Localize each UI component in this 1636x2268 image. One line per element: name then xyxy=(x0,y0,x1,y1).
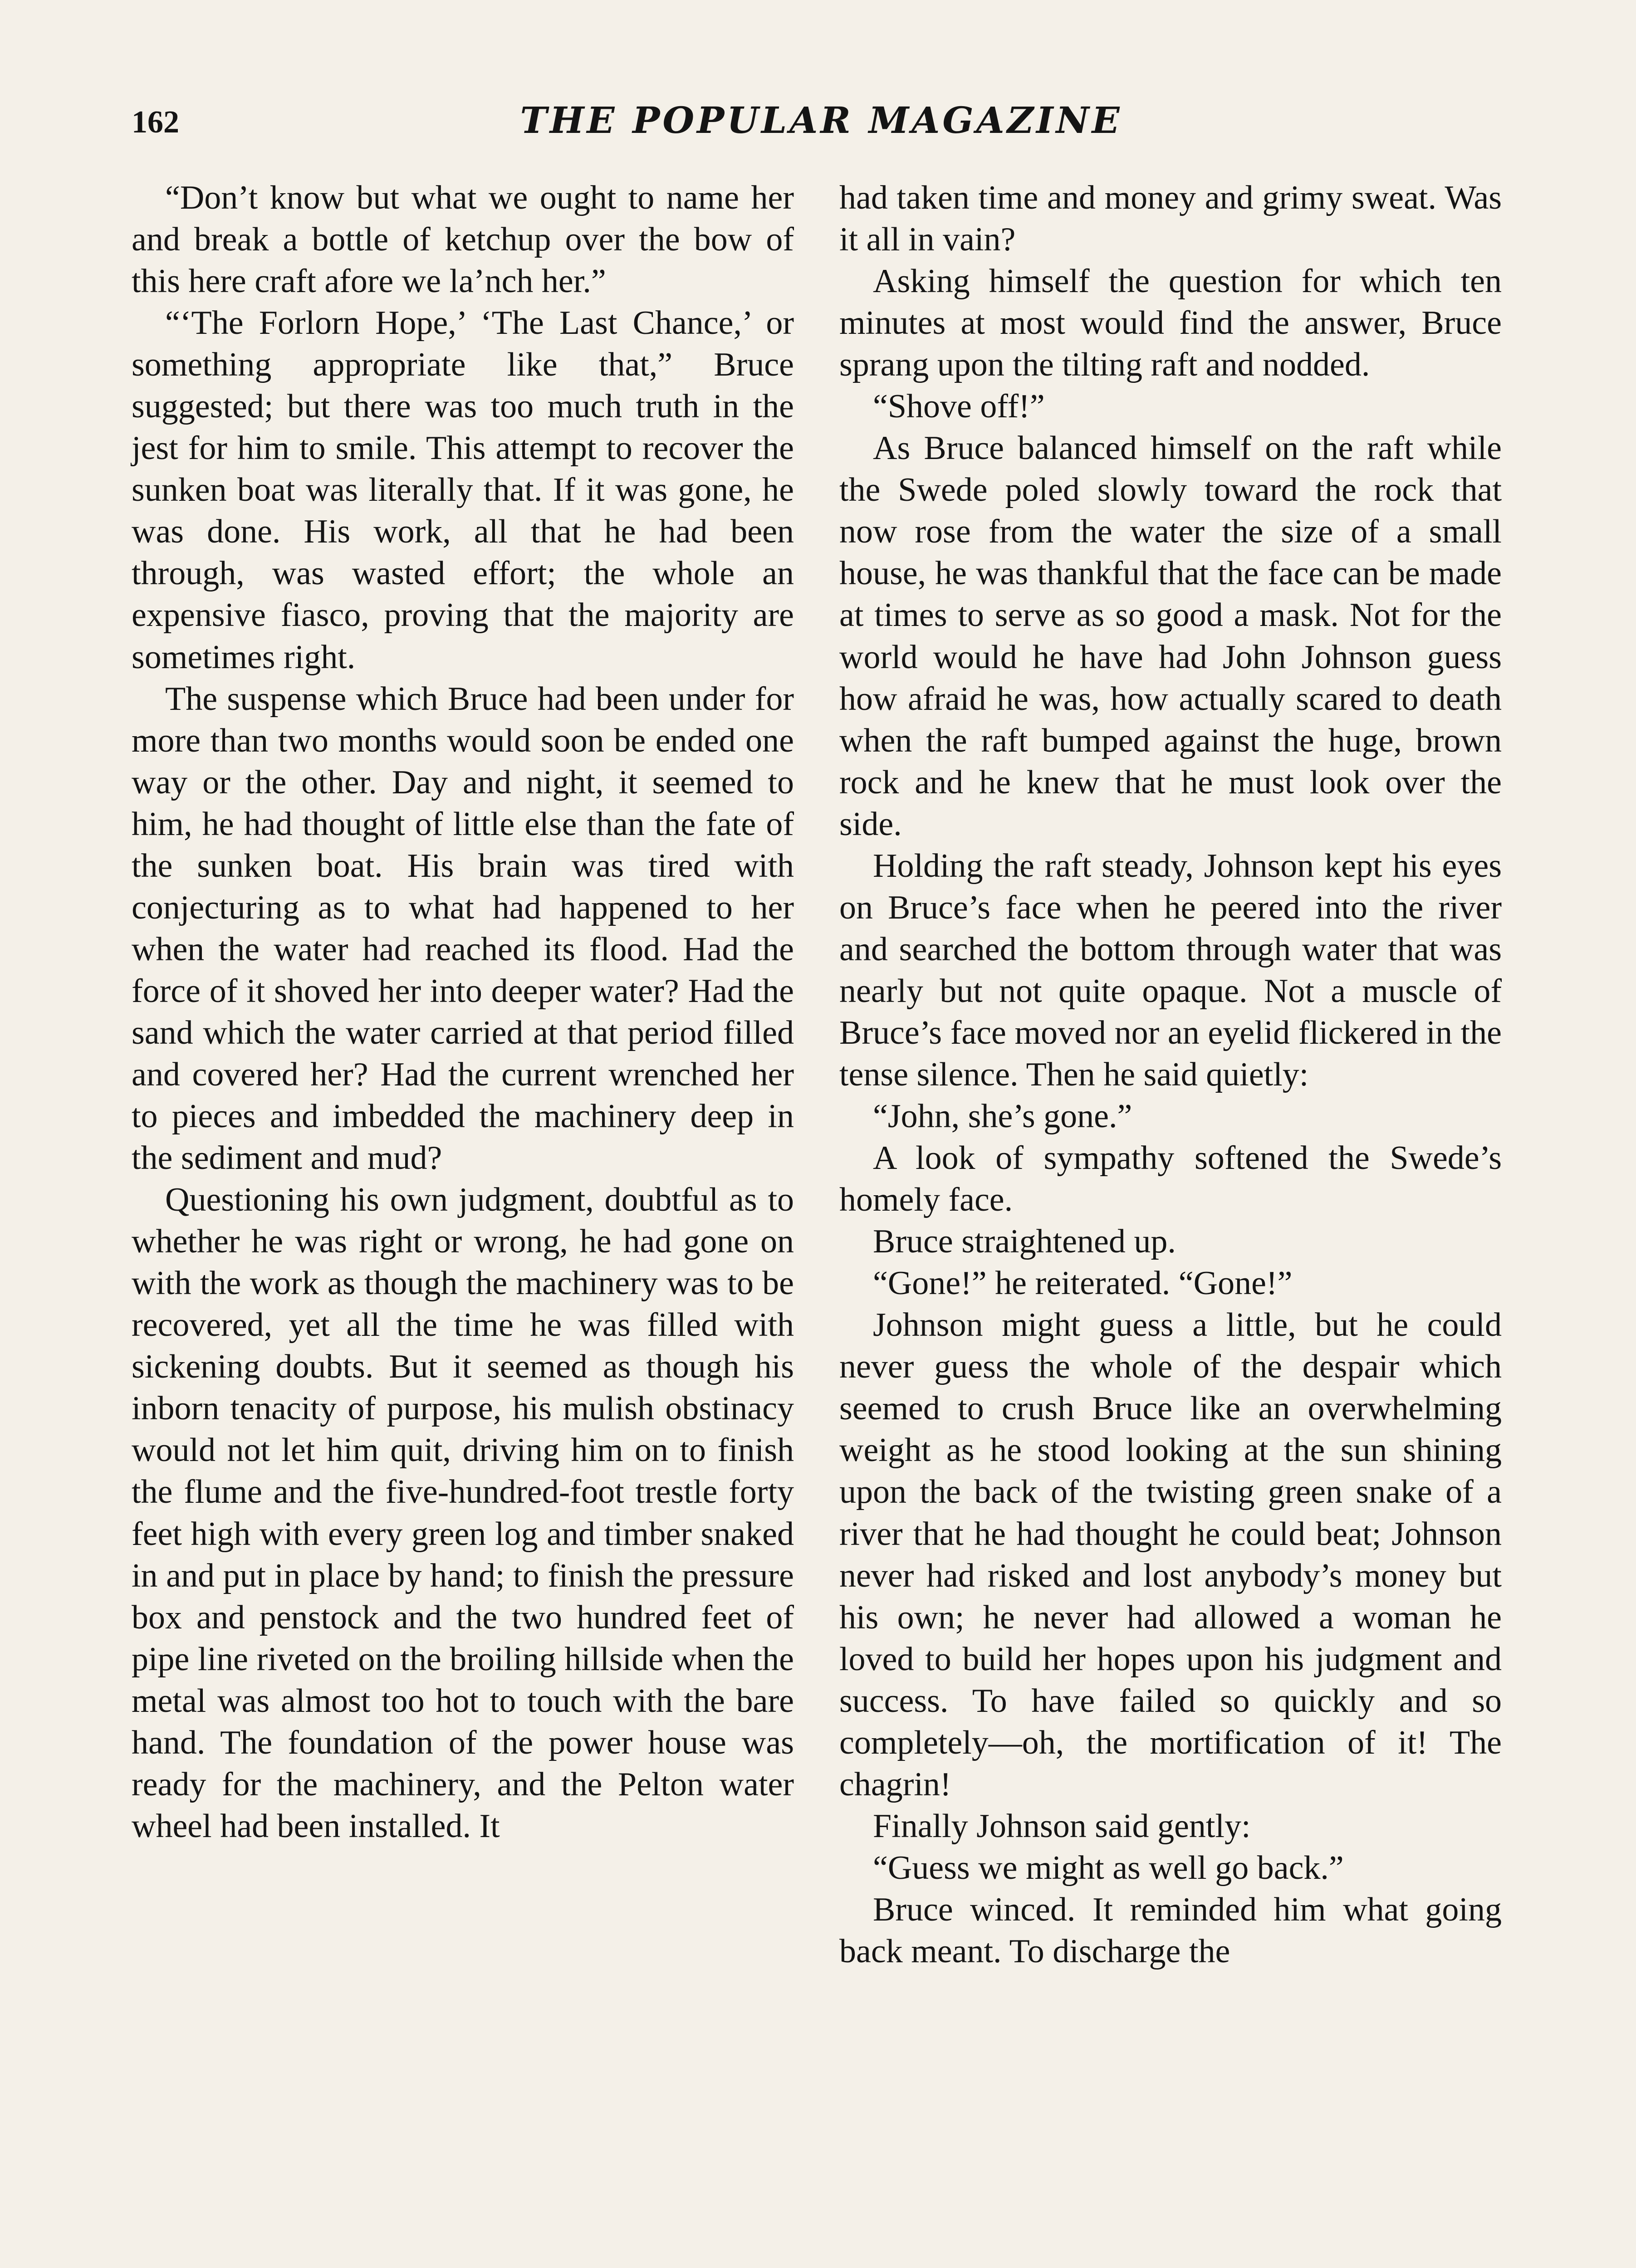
paragraph: “Gone!” he reiterated. “Gone!” xyxy=(873,1265,1293,1302)
paragraph: “John, she’s gone.” xyxy=(873,1098,1132,1135)
page-number: 162 xyxy=(132,105,179,140)
paragraph: The suspense which Bruce had been under for more than two months would soon be ended one way or the other. Day and night, it seemed to him, he had thought of little else than the fate of the sunken boat. His brain was tired with conjecturing as to what had happened to her when the water had reached its flood. Had the force of it shoved her into deeper water? Had the sand which the water carried at that period filled and covered her? Had the current wrenched her to pieces and imbedded the machinery deep in the sediment and mud? xyxy=(132,680,794,1177)
right-column xyxy=(839,177,1502,1972)
running-header xyxy=(0,99,1636,153)
paragraph: Questioning his own judgment, doubtful as to whether he was right or wrong, he had gone on with the work as though the machinery was to be recovered, yet all the time he was filled with sickening doubts. But it seemed as though his inborn tenacity of purpose, his mulish obstinacy would not let him quit, driving him on to finish the flume and the five-hundred-foot trestle forty feet high with every green log and timber snaked in and put in place by hand; to finish the pressure box and penstock and the two hundred feet of pipe line riveted on the broiling hillside when the metal was almost too hot to touch with the bare hand. The foundation of the power house was ready for the machinery, and the Pelton water wheel had been installed. It xyxy=(132,1181,794,1845)
paragraph: “‘The Forlorn Hope,’ ‘The Last Chance,’ or something appropriate like that,” Bruce suggested; but there was too much truth in the jest for him to smile. This attempt to recover the sunken boat was literally that. If it was gone, he was done. His work, all that he had been through, was wasted effort; the whole an expensive fiasco, proving that the majority are sometimes right. xyxy=(132,304,794,676)
left-column xyxy=(132,177,794,1847)
paragraph: Finally Johnson said gently: xyxy=(873,1807,1251,1845)
paragraph: A look of sympathy softened the Swede’s homely face. xyxy=(839,1139,1502,1219)
paragraph: “Guess we might as well go back.” xyxy=(873,1849,1344,1887)
paragraph: “Don’t know but what we ought to name her and break a bottle of ketchup over the bow of this here craft afore we la’nch her.” xyxy=(132,179,794,300)
paragraph-continued: had taken time and money and grimy sweat. Was it all in vain? xyxy=(839,179,1502,259)
paragraph: Bruce winced. It reminded him what going back meant. To discharge the xyxy=(839,1891,1502,1970)
paragraph: Asking himself the question for which ten minutes at most would find the answer, Bruce sprang upon the tilting raft and nodded. xyxy=(839,263,1502,384)
paragraph: Holding the raft steady, Johnson kept his eyes on Bruce’s face when he peered into the river and searched the bottom through water that was nearly but not quite opaque. Not a muscle of Bruce’s face moved nor an eyelid flickered in the tense silence. Then he said quietly: xyxy=(839,847,1502,1093)
paragraph: As Bruce balanced himself on the raft while the Swede poled slowly toward the rock that now rose from the water the size of a small house, he was thankful that the face can be made at times to serve as so good a mask. Not for the world would he have had John Johnson guess how afraid he was, how actually scared to death when the raft bumped against the huge, brown rock and he knew that he must look over the side. xyxy=(839,430,1502,843)
paragraph: Bruce straightened up. xyxy=(873,1223,1176,1261)
paragraph: Johnson might guess a little, but he could never guess the whole of the despair which seemed to crush Bruce like an overwhelming weight as he stood looking at the sun shining upon the back of the twisting green snake of a river that he had thought he could beat; Johnson never had risked and lost anybody’s money but his own; he never had allowed a woman he loved to build her hopes upon his judgment and success. To have failed so quickly and so completely—oh, the mortification of it! The chagrin! xyxy=(839,1306,1502,1803)
running-title: THE POPULAR MAGAZINE xyxy=(520,99,1122,142)
paragraph: “Shove off!” xyxy=(873,388,1045,425)
